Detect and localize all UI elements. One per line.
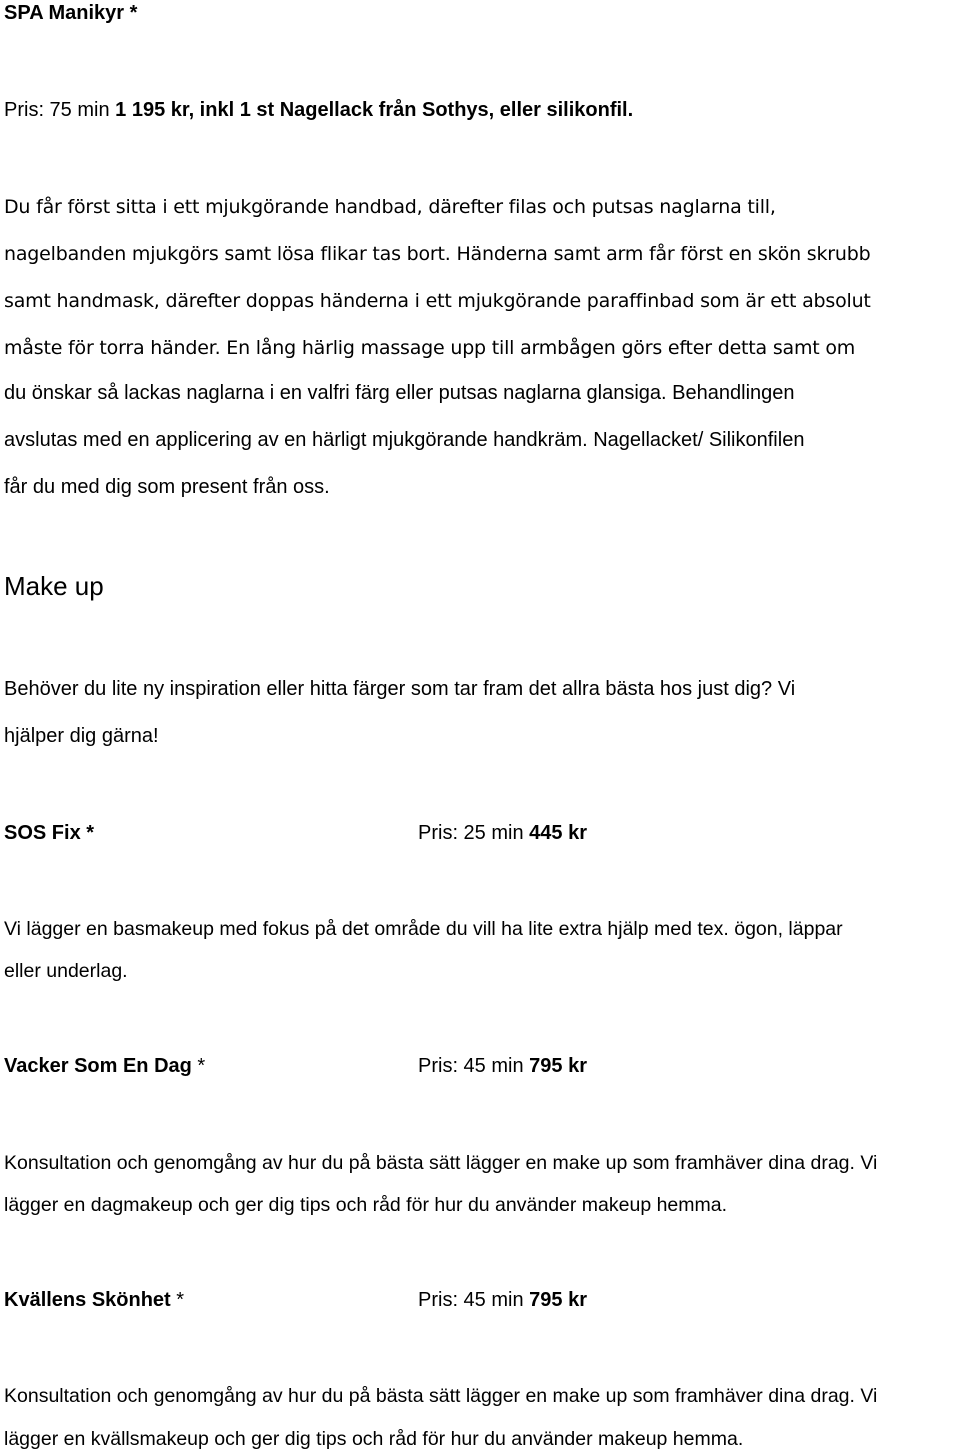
spa-desc-line-1: Du får först sitta i ett mjukgörande handbad, därefter filas och putsas naglarna till, [4,196,776,218]
spa-desc-line-2: nagelbanden mjukgörs samt lösa flikar tas bort. Händerna samt arm får först en skön skrubb [4,243,871,265]
service-price-prefix: Pris: 25 min [418,822,530,844]
spa-price-bold: 1 195 kr, inkl 1 st Nagellack från Sothys, eller silikonfil. [115,99,634,121]
spa-desc-line-3: samt handmask, därefter doppas händerna i ett mjukgörande paraffinbad som är ett absolut [4,290,871,312]
service-name-text: Kvällens Skönhet [4,1289,171,1311]
service-price-vacker-som-en-dag [418,1053,587,1079]
service-price-bold: 445 kr [529,822,587,844]
makeup-heading: Make up [4,571,104,601]
service-desc-vacker-2: lägger en dagmakeup och ger dig tips och råd för hur du använder makeup hemma. [4,1194,728,1216]
service-name-kvallens-skonhet [4,1287,184,1313]
service-price-prefix: Pris: 45 min [418,1055,530,1077]
spa-title: SPA Manikyr * [4,2,138,24]
service-desc-kvallens-2: lägger en kvällsmakeup och ger dig tips och råd för hur du använder makeup hemma. [4,1428,744,1450]
service-price-prefix: Pris: 45 min [418,1289,530,1311]
spa-price [4,97,633,123]
service-name-suffix: * [170,1289,185,1311]
service-name-vacker-som-en-dag [4,1053,205,1079]
makeup-intro-line-1: Behöver du lite ny inspiration eller hitta färger som tar fram det allra bästa hos just dig? Vi [4,678,796,700]
service-desc-vacker-1: Konsultation och genomgång av hur du på bästa sätt lägger en make up som framhäver dina drag. Vi [4,1152,878,1174]
service-desc-kvallens-1: Konsultation och genomgång av hur du på bästa sätt lägger en make up som framhäver dina drag. Vi [4,1385,878,1407]
service-desc-sos-fix-2: eller underlag. [4,960,128,982]
service-desc-sos-fix-1: Vi lägger en basmakeup med fokus på det område du vill ha lite extra hjälp med tex. ögon, läppar [4,918,843,940]
service-price-bold: 795 kr [529,1055,587,1077]
service-price-bold: 795 kr [529,1289,587,1311]
spa-desc-line-7: får du med dig som present från oss. [4,476,330,498]
service-price-sos-fix [418,820,587,846]
service-name-sos-fix: SOS Fix * [4,822,95,844]
service-name-suffix: * [191,1055,206,1077]
spa-price-prefix: Pris: 75 min [4,99,116,121]
spa-desc-line-6: avslutas med en applicering av en härligt mjukgörande handkräm. Nagellacket/ Silikonfilen [4,429,805,451]
service-price-kvallens-skonhet [418,1287,587,1313]
spa-desc-line-5: du önskar så lackas naglarna i en valfri färg eller putsas naglarna glansiga. Behandlingen [4,382,795,404]
makeup-intro-line-2: hjälper dig gärna! [4,725,159,747]
service-name-text: Vacker Som En Dag [4,1055,192,1077]
spa-desc-line-4: måste för torra händer. En lång härlig massage upp till armbågen görs efter detta samt om [4,337,856,359]
